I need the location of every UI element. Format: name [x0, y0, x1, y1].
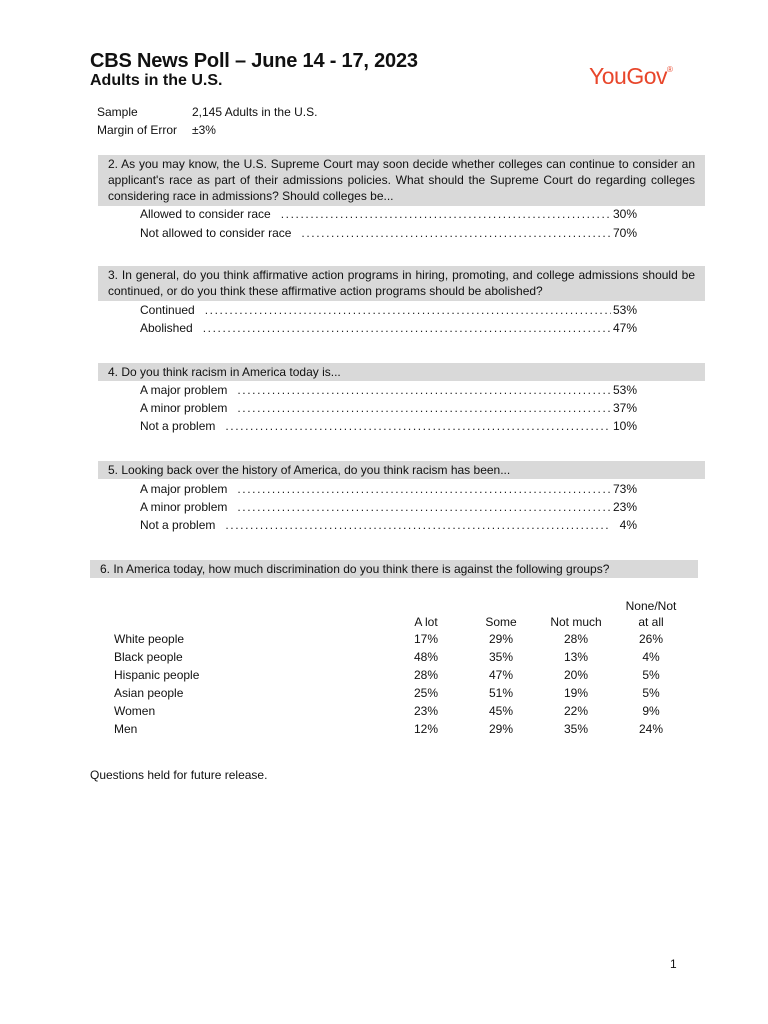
row-label-black-people: Black people: [114, 650, 183, 664]
table-cell: 51%: [488, 686, 514, 700]
column-header-a-lot: A lot: [414, 615, 438, 629]
column-header-some: Some: [485, 615, 517, 629]
option-label: Abolished: [140, 321, 193, 335]
question-6-text: 6. In America today, how much discrimination do you think there is against the following groups?: [90, 560, 698, 578]
option-label: A minor problem: [140, 500, 228, 514]
table-cell: 22%: [563, 704, 589, 718]
table-cell: 29%: [488, 722, 514, 736]
q2-option-2: [140, 226, 637, 242]
yougov-logo: [589, 63, 672, 90]
option-value: 73%: [612, 482, 637, 496]
row-label-hispanic-people: Hispanic people: [114, 668, 200, 682]
table-cell: 12%: [413, 722, 439, 736]
option-value: 30%: [612, 207, 637, 221]
q5-option-3: [140, 518, 637, 534]
table-cell: 19%: [563, 686, 589, 700]
option-label: Continued: [140, 303, 195, 317]
q4-option-3: [140, 419, 637, 435]
table-cell: 9%: [642, 704, 660, 718]
table-cell: 35%: [488, 650, 514, 664]
page-title: CBS News Poll – June 14 - 17, 2023: [90, 50, 418, 72]
leader-dots: [301, 226, 611, 240]
q3-option-1: [140, 303, 637, 319]
q4-option-1: [140, 383, 637, 399]
option-value: 53%: [612, 303, 637, 317]
table-cell: 5%: [642, 668, 660, 682]
sample-row: [97, 105, 317, 119]
option-value: 10%: [612, 419, 637, 433]
question-4-text: 4. Do you think racism in America today is...: [98, 363, 705, 381]
leader-dots: [203, 321, 611, 335]
sample-value: 2,145 Adults in the U.S.: [192, 105, 318, 119]
margin-of-error-value: ±3%: [192, 123, 216, 137]
margin-of-error-row: [97, 123, 216, 137]
row-label-men: Men: [114, 722, 138, 736]
option-label: A major problem: [140, 482, 228, 496]
row-label-white-people: White people: [114, 632, 185, 646]
leader-dots: [237, 401, 611, 415]
page-subtitle: Adults in the U.S.: [90, 72, 223, 89]
sample-label: Sample: [97, 105, 138, 119]
column-header-none-not: None/Not: [625, 599, 677, 613]
leader-dots: [225, 419, 611, 433]
table-cell: 25%: [413, 686, 439, 700]
option-label: Not a problem: [140, 518, 216, 532]
table-cell: 17%: [413, 632, 439, 646]
table-cell: 26%: [638, 632, 664, 646]
leader-dots: [237, 383, 611, 397]
q5-option-1: [140, 482, 637, 498]
option-value: 70%: [612, 226, 637, 240]
table-cell: 28%: [563, 632, 589, 646]
option-label: Allowed to consider race: [140, 207, 271, 221]
q2-option-1: [140, 207, 637, 223]
table-cell: 4%: [642, 650, 660, 664]
q5-option-2: [140, 500, 637, 516]
table-cell: 23%: [413, 704, 439, 718]
margin-of-error-label: Margin of Error: [97, 123, 178, 137]
question-2-text: 2. As you may know, the U.S. Supreme Court may soon decide whether colleges can continue to consider an applicant's race as part of their admissions policies. What should the Supreme Court do regarding colleges considering race in admissions? Should colleges be...: [98, 155, 705, 206]
option-label: Not allowed to consider race: [140, 226, 292, 240]
q3-option-2: [140, 321, 637, 337]
table-cell: 45%: [488, 704, 514, 718]
leader-dots: [281, 207, 611, 221]
table-cell: 13%: [563, 650, 589, 664]
q4-option-2: [140, 401, 637, 417]
table-cell: 24%: [638, 722, 664, 736]
option-value: 47%: [612, 321, 637, 335]
option-label: A major problem: [140, 383, 228, 397]
table-cell: 28%: [413, 668, 439, 682]
option-value: 23%: [612, 500, 637, 514]
row-label-asian-people: Asian people: [114, 686, 184, 700]
table-cell: 20%: [563, 668, 589, 682]
table-cell: 48%: [413, 650, 439, 664]
table-cell: 29%: [488, 632, 514, 646]
footnote: Questions held for future release.: [90, 768, 268, 782]
option-label: Not a problem: [140, 419, 216, 433]
leader-dots: [225, 518, 611, 532]
leader-dots: [205, 303, 611, 317]
leader-dots: [237, 500, 611, 514]
option-value: 4%: [619, 518, 637, 532]
row-label-women: Women: [114, 704, 156, 718]
column-header-not-much: Not much: [550, 615, 602, 629]
table-cell: 47%: [488, 668, 514, 682]
option-value: 37%: [612, 401, 637, 415]
page-number: 1: [670, 957, 677, 971]
table-cell: 5%: [642, 686, 660, 700]
column-header-at-all: at all: [638, 615, 664, 629]
logo-text: YouGov: [589, 63, 667, 89]
table-cell: 35%: [563, 722, 589, 736]
option-label: A minor problem: [140, 401, 228, 415]
question-5-text: 5. Looking back over the history of America, do you think racism has been...: [98, 461, 705, 479]
leader-dots: [237, 482, 611, 496]
question-3-text: 3. In general, do you think affirmative action programs in hiring, promoting, and college admissions should be continued, or do you think these affirmative action programs should be abolished?: [98, 266, 705, 301]
option-value: 53%: [612, 383, 637, 397]
logo-registered-mark: ®: [667, 65, 673, 74]
